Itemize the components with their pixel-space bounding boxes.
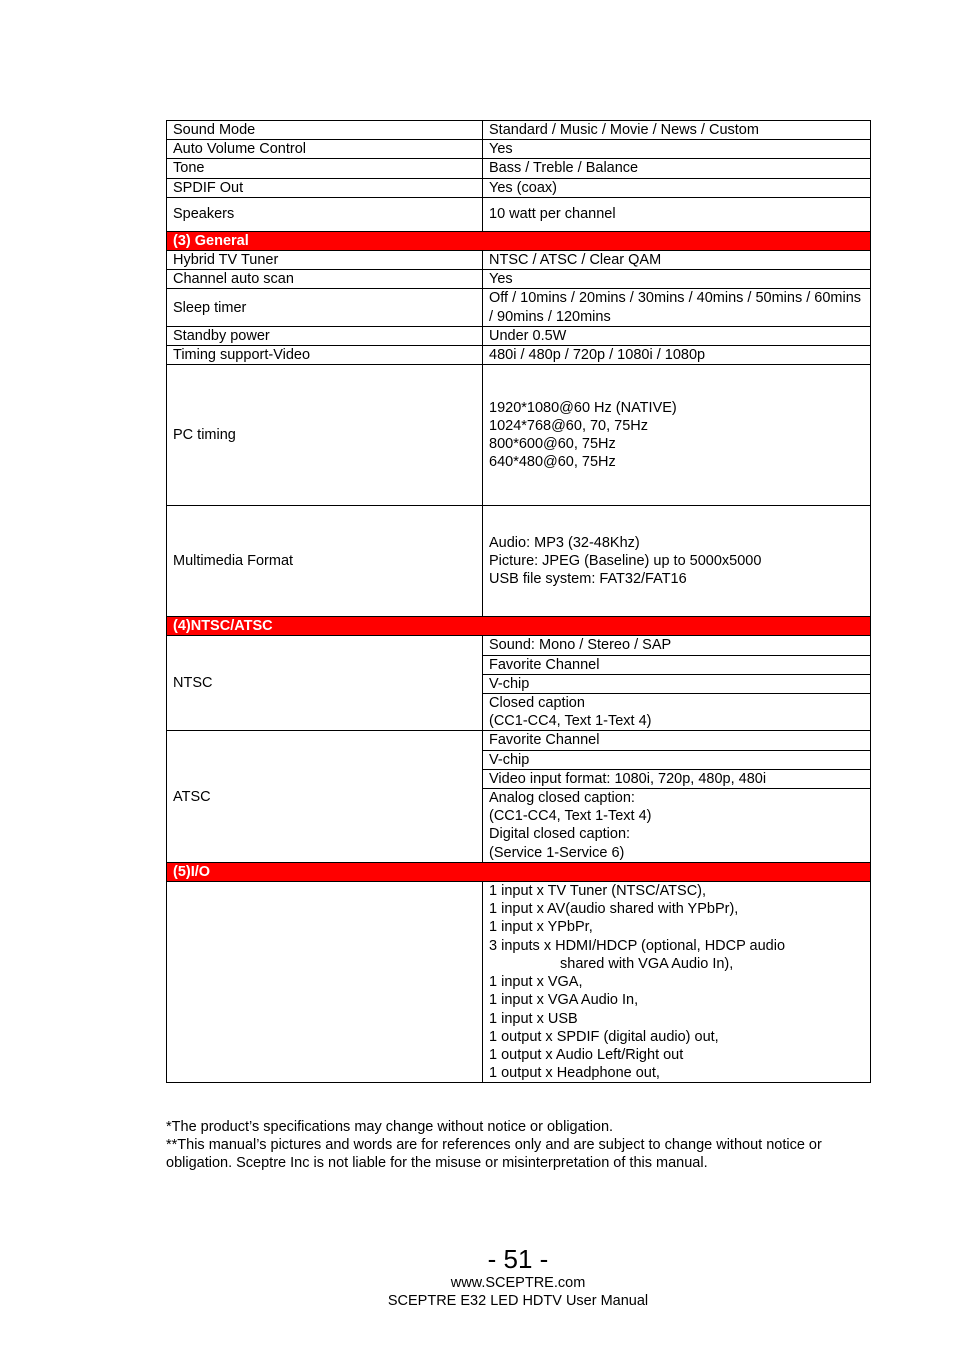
spec-label: Sleep timer	[167, 289, 483, 326]
page-number: - 51 -	[487, 1244, 549, 1274]
section-title: (4)NTSC/ATSC	[167, 617, 871, 636]
table-row	[167, 121, 871, 140]
table-row	[167, 882, 871, 1083]
disclaimer-note: **This manual’s pictures and words are for references only and are subject to change without notice or obligation. Sceptre Inc is not liable for the misuse or misinterpretation of this manual.	[166, 1137, 822, 1172]
spec-label: SPDIF Out	[167, 178, 483, 197]
spec-value: Standard / Music / Movie / News / Custom	[483, 121, 871, 140]
io-line: 1 output x Audio Left/Right out	[489, 1046, 684, 1063]
spec-label: Speakers	[167, 197, 483, 231]
table-row	[167, 159, 871, 178]
io-list	[483, 882, 871, 1083]
spec-label: NTSC	[167, 636, 483, 731]
table-row	[167, 326, 871, 345]
table-row	[167, 636, 871, 655]
table-row	[167, 140, 871, 159]
spec-value: Audio: MP3 (32-48Khz) Picture: JPEG (Baseline) up to 5000x5000 USB file system: FAT32/FAT16	[483, 506, 871, 617]
table-row	[167, 251, 871, 270]
section-header	[167, 231, 871, 250]
disclaimer-notes	[166, 1118, 870, 1173]
spec-label: Timing support-Video	[167, 346, 483, 365]
io-line: 1 output x SPDIF (digital audio) out,	[489, 1028, 719, 1045]
spec-value: NTSC / ATSC / Clear QAM	[483, 251, 871, 270]
spec-value: Yes	[483, 140, 871, 159]
table-row	[167, 270, 871, 289]
io-line: 1 input x VGA,	[489, 974, 583, 991]
io-line: 1 input x YPbPr,	[489, 919, 593, 936]
spec-label: Tone	[167, 159, 483, 178]
spec-value: Sound: Mono / Stereo / SAP	[483, 636, 871, 655]
io-line: 1 output x Headphone out,	[489, 1065, 660, 1082]
spec-value: Yes	[483, 270, 871, 289]
io-line: 1 input x AV(audio shared with YPbPr),	[489, 901, 739, 918]
io-line: shared with VGA Audio In),	[560, 955, 734, 972]
spec-table	[166, 120, 871, 1083]
page-footer	[0, 1244, 954, 1310]
spec-value: Bass / Treble / Balance	[483, 159, 871, 178]
spec-value: 10 watt per channel	[483, 197, 871, 231]
spec-value: Favorite Channel	[483, 655, 871, 674]
section-header	[167, 862, 871, 881]
spec-value: Video input format: 1080i, 720p, 480p, 480i	[483, 769, 871, 788]
spec-value: 480i / 480p / 720p / 1080i / 1080p	[483, 346, 871, 365]
table-row	[167, 289, 871, 326]
spec-value: Closed caption (CC1-CC4, Text 1-Text 4)	[483, 694, 871, 731]
section-header	[167, 617, 871, 636]
io-line: 1 input x VGA Audio In,	[489, 992, 639, 1009]
io-line: 1 input x TV Tuner (NTSC/ATSC),	[489, 883, 707, 900]
spec-value: Favorite Channel	[483, 731, 871, 750]
table-row	[167, 365, 871, 506]
manual-title: SCEPTRE E32 LED HDTV User Manual	[387, 1293, 649, 1309]
table-row	[167, 178, 871, 197]
spec-label: Standby power	[167, 326, 483, 345]
section-title: (5)I/O	[167, 862, 871, 881]
spec-label: Hybrid TV Tuner	[167, 251, 483, 270]
spec-value: V-chip	[483, 750, 871, 769]
spec-value: V-chip	[483, 674, 871, 693]
spec-label: Sound Mode	[167, 121, 483, 140]
table-row	[167, 197, 871, 231]
website-text: www.SCEPTRE.com	[450, 1275, 586, 1291]
table-row	[167, 506, 871, 617]
spec-value: 1920*1080@60 Hz (NATIVE) 1024*768@60, 70, 75Hz 800*600@60, 75Hz 640*480@60, 75Hz	[483, 365, 871, 506]
table-row	[167, 346, 871, 365]
disclaimer-note: *The product’s specifications may change without notice or obligation.	[166, 1119, 614, 1135]
spec-label: Channel auto scan	[167, 270, 483, 289]
io-line: 1 input x USB	[489, 1010, 578, 1027]
spec-label: ATSC	[167, 731, 483, 862]
section-title: (3) General	[167, 231, 871, 250]
spec-value: Yes (coax)	[483, 178, 871, 197]
spec-value: Off / 10mins / 20mins / 30mins / 40mins / 50mins / 60mins / 90mins / 120mins	[483, 289, 871, 326]
spec-label: Auto Volume Control	[167, 140, 483, 159]
spec-label: PC timing	[167, 365, 483, 506]
spec-value: Analog closed caption: (CC1-CC4, Text 1-Text 4) Digital closed caption: (Service 1-Service 6)	[483, 789, 871, 863]
spec-label: Multimedia Format	[167, 506, 483, 617]
spec-label	[167, 882, 483, 1083]
io-line: 3 inputs x HDMI/HDCP (optional, HDCP audio	[489, 937, 786, 954]
spec-value: Under 0.5W	[483, 326, 871, 345]
table-row	[167, 731, 871, 750]
